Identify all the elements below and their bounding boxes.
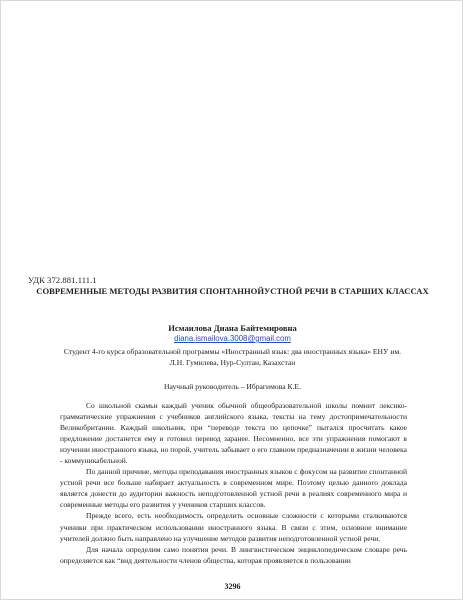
body-paragraph: Прежде всего, есть необходимость определить основные сложности с которыми сталкиваются ученики при практическом использовании иностранного языка. В связи с этим, основное внимание учителей должно быть направлено на улучшение методов развития неподготовленной устной речи. xyxy=(60,511,407,543)
page-number: 3296 xyxy=(224,582,241,591)
udk-code: УДК 372.881.111.1 xyxy=(28,275,97,285)
author-name: Исмаилова Диана Байтемировна xyxy=(168,323,297,333)
body-paragraph: Для начала определим само понятия речи. В лингвистическом энциклопедическом словаре речь определяется как “вид деятельности членов общества, которая проявляется в пользовании xyxy=(60,544,407,565)
article-body xyxy=(60,400,407,566)
email-link[interactable]: diana.ismailova.3008@gmail.com xyxy=(174,334,291,343)
body-paragraph: Со школьной скамьи каждый ученик обычной общеобразовательной школы помнит лексико-грамматические упражнения с учебников английского языка, тексты на тему достопримечательности Великобритании. Каждый школьник, при “переводе текста по цепочке” пытался просчитать какое предложение достанется ему и готовил перевод заранее. Несомненно, все эти упражнения помогают в изучении иностранного языка, но порой, учитель забывает о его главном предназначении в жизни человека - коммуникабельной. xyxy=(60,401,407,466)
author-email xyxy=(1,334,463,343)
author-affiliation: Студент 4-го курса образовательной программы «Иностранный язык: два иностранных языка» ЕНУ им. Л.Н. Гумилева, Нур-Султан, Казахстан xyxy=(63,347,402,368)
article-title: СОВРЕМЕННЫЕ МЕТОДЫ РАЗВИТИЯ СПОНТАННОЙУСТНОЙ РЕЧИ В СТАРШИХ КЛАССАХ xyxy=(36,286,429,296)
body-paragraph: По данной причине, методы преподавания иностранных языков с фокусом на развитие спонтанной устной речи все больше набирает актуальность в современном мире. Поэтому целью данного доклада является донести до аудитории важность неподготовленной устной речи в реалиях современного мира и современные методы его развития у учеников старших классов. xyxy=(60,467,407,510)
scientific-supervisor: Научный руководитель – Ибрагимова К.Е. xyxy=(164,382,301,391)
